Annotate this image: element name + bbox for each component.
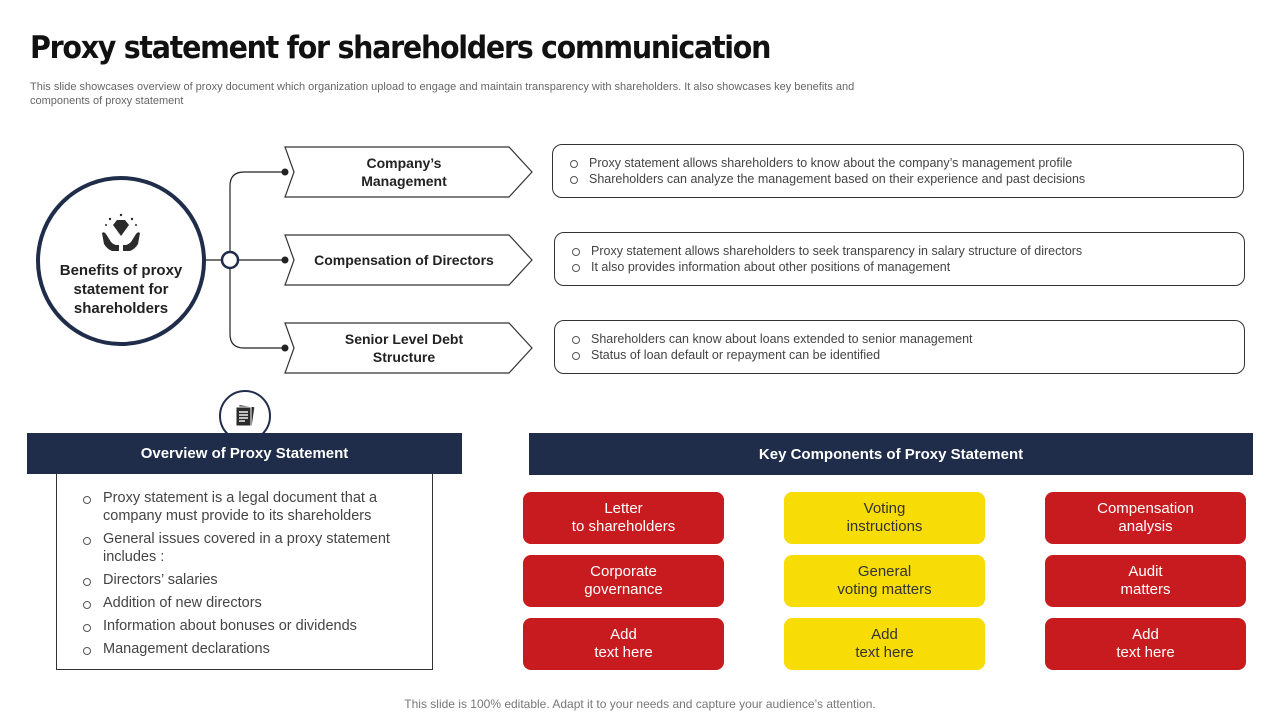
component-card: Voting instructions	[784, 492, 985, 544]
benefit-point: Shareholders can know about loans extended to senior management	[571, 331, 1228, 347]
overview-list	[82, 489, 422, 658]
component-card: Letter to shareholders	[523, 492, 724, 544]
benefit-point: It also provides information about other positions of management	[571, 259, 1228, 275]
benefit-point: Shareholders can analyze the management based on their experience and past decisions	[569, 171, 1227, 187]
benefit-description	[554, 232, 1245, 286]
component-card: Audit matters	[1045, 555, 1246, 607]
overview-item: General issues covered in a proxy statement includes :	[82, 530, 422, 566]
benefit-point: Proxy statement allows shareholders to know about the company’s management profile	[569, 155, 1227, 171]
benefit-point: Status of loan default or repayment can be identified	[571, 347, 1228, 363]
overview-item: Management declarations	[82, 640, 422, 658]
component-card: Add text here	[523, 618, 724, 670]
benefit-point: Proxy statement allows shareholders to seek transparency in salary structure of directors	[571, 243, 1228, 259]
overview-item: Information about bonuses or dividends	[82, 617, 422, 635]
component-card: Add text here	[1045, 618, 1246, 670]
overview-item: Proxy statement is a legal document that a company must provide to its shareholders	[82, 489, 422, 525]
benefit-description	[554, 320, 1245, 374]
component-card: Add text here	[784, 618, 985, 670]
benefit-arrow	[284, 146, 534, 198]
benefit-title: Senior Level Debt Structure	[344, 331, 464, 365]
benefit-title: Company’s Management	[361, 155, 447, 189]
component-card: General voting matters	[784, 555, 985, 607]
benefits-hub	[36, 176, 206, 346]
key-components-heading: Key Components of Proxy Statement	[529, 433, 1253, 475]
benefit-arrow	[284, 322, 534, 374]
footer-note: This slide is 100% editable. Adapt it to your needs and capture your audience’s attention.	[404, 697, 876, 711]
overview-panel	[56, 473, 433, 670]
hub-label: Benefits of proxy statement for shareholders	[59, 261, 183, 317]
junction-node	[222, 252, 238, 268]
benefit-arrow	[284, 234, 534, 286]
overview-heading: Overview of Proxy Statement	[27, 433, 462, 474]
diamond-in-hands-icon	[98, 211, 144, 257]
overview-item: Directors’ salaries	[82, 571, 422, 589]
benefit-description	[552, 144, 1244, 198]
component-card: Compensation analysis	[1045, 492, 1246, 544]
component-card: Corporate governance	[523, 555, 724, 607]
benefit-title: Compensation of Directors	[314, 252, 494, 268]
page-subtitle: This slide showcases overview of proxy document which organization upload to engage and maintain transparency with shareholders. It also showcases key benefits and components of proxy statement	[30, 81, 855, 107]
overview-item: Addition of new directors	[82, 594, 422, 612]
page-title: Proxy statement for shareholders communication	[30, 30, 771, 66]
